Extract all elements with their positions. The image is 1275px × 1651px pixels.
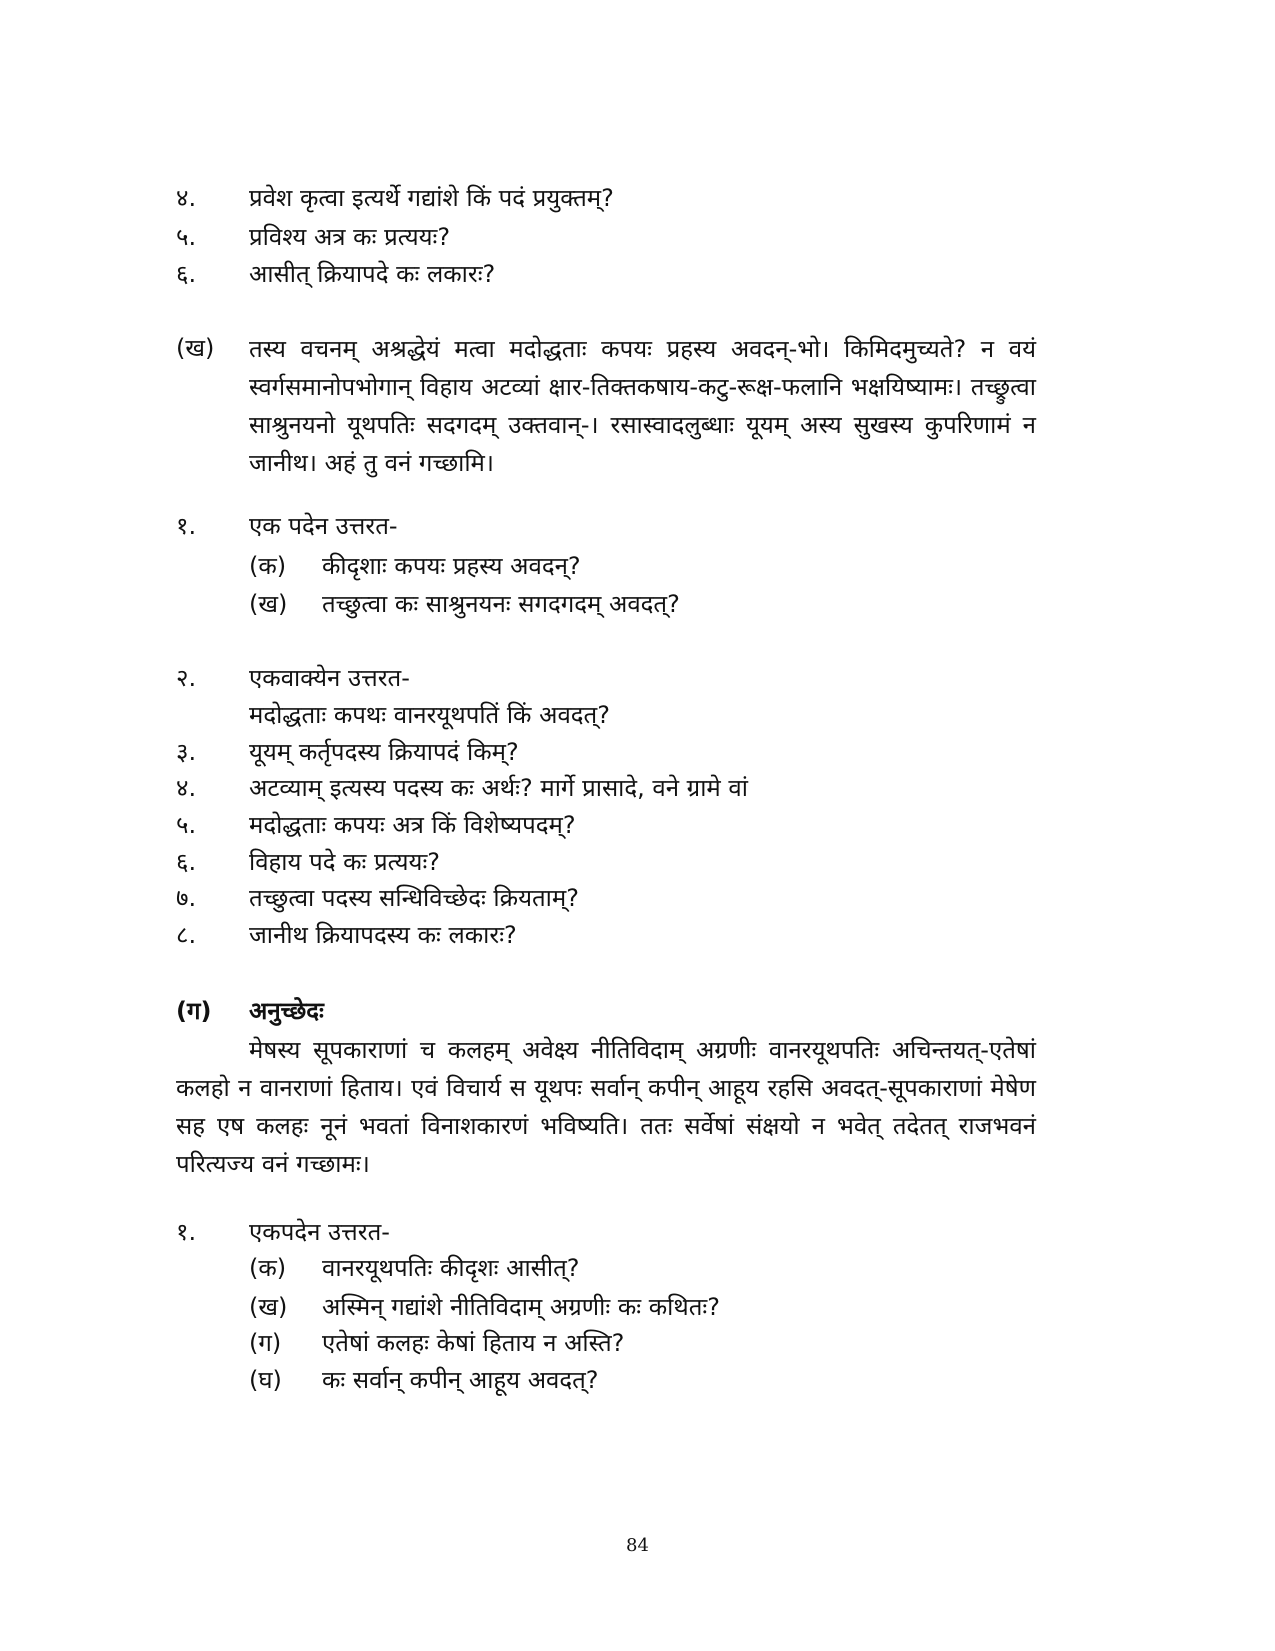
section-ga-label: (ग) <box>176 997 212 1025</box>
sub-question-label: (क) <box>249 1254 287 1282</box>
section-kha-passage: तस्य वचनम् अश्रद्धेयं मत्वा मदोद्धताः कपयः प्रहस्य अवदन्-भो। किमिदमुच्यते? न वयं स्वर्गसमानोपभोगान् विहाय अटव्यां क्षार-तिक्तकषाय-कटु-रूक्ष-फलानि भक्षयिष्यामः। तच्छ्रुत्वा साश्रुनयनो यूथपतिः सदगदम् उक्तवान्-। रसास्वादलुब्धाः यूयम् अस्य सुखस्य कुपरिणामं न जानीथ। अहं तु वनं गच्छामि। <box>249 335 1036 477</box>
section-kha-label: (ख) <box>176 334 215 362</box>
sub-question-label: (ख) <box>249 1293 288 1321</box>
question-text: जानीथ क्रियापदस्य कः लकारः? <box>249 921 517 949</box>
question-text: एक पदेन उत्तरत- <box>249 512 398 540</box>
question-text: तच्छुत्वा पदस्य सन्धिविच्छेदः क्रियताम्? <box>249 884 579 912</box>
question-text: प्रविश्य अत्र कः प्रत्ययः? <box>249 223 451 251</box>
sub-question-text: वानरयूथपतिः कीदृशः आसीत्? <box>322 1254 580 1282</box>
page-number: 84 <box>626 1535 649 1556</box>
question-text: विहाय पदे कः प्रत्ययः? <box>249 848 441 876</box>
question-text: आसीत् क्रियापदे कः लकारः? <box>249 260 496 288</box>
sub-question-label: (घ) <box>249 1366 282 1394</box>
question-number: ४. <box>176 774 197 802</box>
question-text: एकपदेन उत्तरत- <box>249 1218 390 1246</box>
question-number: २. <box>176 664 197 692</box>
question-text: एकवाक्येन उत्तरत- <box>249 664 410 692</box>
sub-question-text: कः सर्वान् कपीन् आहूय अवदत्? <box>322 1366 599 1394</box>
sub-question-label: (ग) <box>249 1329 282 1357</box>
question-number: ६. <box>176 848 197 876</box>
sub-question-label: (क) <box>249 552 287 580</box>
question-number: ६. <box>176 260 197 288</box>
sub-question-text: तच्छुत्वा कः साश्रुनयनः सगदगदम् अवदत्? <box>322 590 680 618</box>
question-number: ८. <box>176 921 197 949</box>
question-number: ५. <box>176 811 197 839</box>
sub-question-text: कीदृशाः कपयः प्रहस्य अवदन्? <box>322 552 581 580</box>
question-number: १. <box>176 1218 197 1246</box>
question-number: ४. <box>176 184 197 212</box>
question-number: १. <box>176 512 197 540</box>
question-number: ३. <box>176 738 197 766</box>
question-text: प्रवेश कृत्वा इत्यर्थे गद्यांशे किं पदं प्रयुक्तम्? <box>249 184 614 212</box>
sub-question-label: (ख) <box>249 590 288 618</box>
sub-question-text: अस्मिन् गद्यांशे नीतिविदाम् अग्रणीः कः कथितः? <box>322 1293 720 1321</box>
question-number: ५. <box>176 223 197 251</box>
section-ga-title: अनुच्छेदः <box>249 997 324 1025</box>
question-text: मदोद्धताः कपयः अत्र किं विशेष्यपदम्? <box>249 811 576 839</box>
sub-question-text: एतेषां कलहः केषां हिताय न अस्ति? <box>322 1329 625 1357</box>
section-ga-passage: मेषस्य सूपकाराणां च कलहम् अवेक्ष्य नीतिविदाम् अग्रणीः वानरयूथपतिः अचिन्तयत्-एतेषां कलहो न वानराणां हिताय। एवं विचार्य स यूथपः सर्वान् कपीन् आहूय रहसि अवदत्-सूपकाराणां मेषेण सह एष कलहः नूनं भवतां विनाशकारणं भविष्यति। ततः सर्वेषां संक्षयो न भवेत् तदेतत् राजभवनं परित्यज्य वनं गच्छामः। <box>176 1036 1036 1178</box>
question-sub-text: मदोद्धताः कपथः वानरयूथपतिं किं अवदत्? <box>249 701 610 729</box>
question-text: यूयम् कर्तृपदस्य क्रियापदं किम्? <box>249 738 519 766</box>
question-text: अटव्याम् इत्यस्य पदस्य कः अर्थः? मार्गे प्रासादे, वने ग्रामे वां <box>249 774 748 802</box>
question-number: ७. <box>176 884 197 912</box>
